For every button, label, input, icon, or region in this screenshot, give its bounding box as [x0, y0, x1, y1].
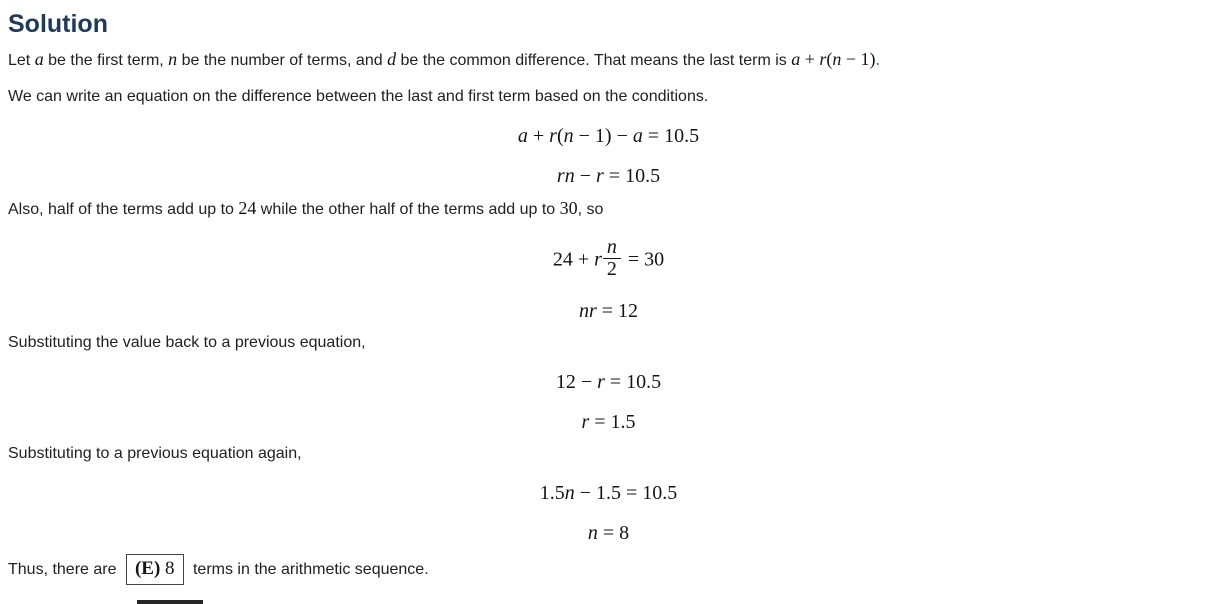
math-operator: = [621, 482, 643, 504]
math-variable: r [594, 248, 602, 271]
math-operator: − [841, 49, 861, 69]
solution-content [8, 48, 1209, 585]
math-operator: = [596, 300, 619, 322]
text-run: be the first term, [43, 52, 169, 69]
math-variable: n [587, 522, 598, 544]
math-number: 2 [603, 258, 621, 280]
text-run: terms in the arithmetic sequence. [188, 561, 429, 578]
math-number: 1) [860, 49, 876, 69]
math-variable: nr [578, 300, 597, 322]
math-variable: n [606, 236, 617, 258]
math-bold: (E) [134, 558, 161, 579]
text-run: Let [8, 52, 35, 69]
math-operator: + [572, 248, 595, 271]
math-operator: − [574, 482, 596, 504]
math-variable: rn [556, 165, 575, 187]
math-operator: = [589, 411, 611, 433]
math-number: 12 [555, 371, 576, 393]
math-number: 10.5 [625, 165, 661, 187]
text-run: be the number of terms, and [177, 52, 388, 69]
math-number: 8 [160, 558, 175, 579]
math-number: 8 [619, 522, 630, 544]
fraction [603, 237, 621, 280]
equation [8, 299, 1209, 323]
math-number: 24 [238, 198, 257, 218]
math-number: 10.5 [664, 125, 700, 147]
math-variable: r [597, 371, 605, 393]
math-number: 30 [559, 198, 578, 218]
math-variable: a [34, 49, 44, 69]
math-number: 10.5 [642, 482, 678, 504]
math-number: 1.5 [610, 411, 636, 433]
math-variable: n [564, 482, 575, 504]
math-operator: + [527, 125, 550, 147]
math-variable: a [517, 125, 528, 147]
math-operator: = [642, 125, 665, 147]
math-operator: + [800, 49, 820, 69]
math-variable: r [581, 411, 590, 433]
math-number: 12 [618, 300, 639, 322]
period-link: . [875, 49, 881, 69]
math-variable: n [563, 125, 574, 147]
equation [8, 237, 1209, 283]
paragraph [8, 554, 1209, 585]
paragraph [8, 332, 1209, 354]
equation [8, 124, 1209, 148]
equation [8, 410, 1209, 434]
text-run: , so [577, 201, 604, 218]
text-run: Substituting to a previous equation again, [8, 445, 302, 462]
math-variable: n [168, 49, 178, 69]
text-run: while the other half of the terms add up to [256, 201, 560, 218]
math-variable: d [387, 49, 397, 69]
text-run: Substituting the value back to a previous equation, [8, 334, 366, 351]
math-operator: − [575, 371, 598, 393]
next-element-cropped-edge [137, 600, 203, 604]
math-operator: − [611, 125, 633, 147]
equation [8, 521, 1209, 545]
math-number: 30 [644, 248, 665, 271]
text-run: Also, half of the terms add up to [8, 201, 239, 218]
math-number: 1.5 [539, 482, 565, 504]
math-variable: a [632, 125, 643, 147]
math-operator: = [603, 165, 626, 187]
paragraph [8, 197, 1209, 221]
math-number: 1) [594, 125, 612, 147]
text-run: be the common difference. That means the last term is [396, 52, 792, 69]
math-variable: a [791, 49, 801, 69]
math-variable: r [596, 165, 604, 187]
boxed-answer [126, 554, 184, 585]
math-operator: − [573, 125, 595, 147]
paragraph [8, 48, 1209, 72]
math-number: 1.5 [596, 482, 621, 504]
math-operator: = [622, 248, 645, 271]
math-operator: = [604, 371, 627, 393]
equation [8, 370, 1209, 394]
math-number: 24 [552, 248, 573, 271]
math-variable: r [549, 125, 557, 147]
equation [8, 481, 1209, 505]
paragraph [8, 443, 1209, 465]
math-number: 10.5 [626, 371, 662, 393]
math-number: ( [556, 125, 564, 147]
text-run: Thus, there are [8, 561, 121, 578]
solution-heading: Solution [8, 10, 108, 38]
paragraph [8, 86, 1209, 108]
math-operator: − [574, 165, 596, 187]
solution-page [0, 9, 1217, 585]
equation [8, 164, 1209, 188]
math-number: ( [826, 49, 833, 69]
math-variable: n [832, 49, 842, 69]
text-run: We can write an equation on the difference between the last and first term based on the conditions. [8, 88, 709, 105]
math-operator: = [597, 522, 620, 544]
math-variable: r [819, 49, 827, 69]
